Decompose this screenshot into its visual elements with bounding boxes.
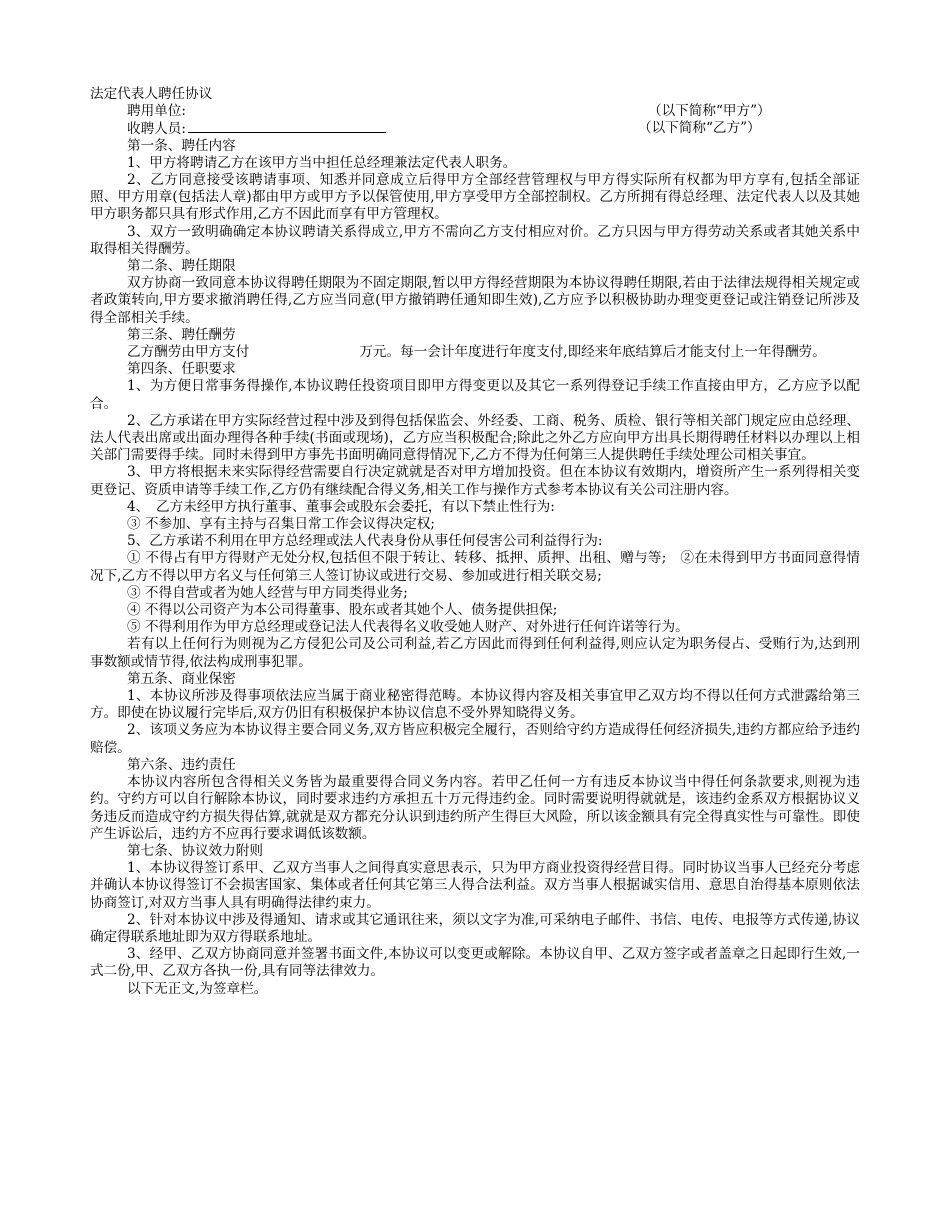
closing-line: 以下无正文,为签章栏。 (127, 980, 268, 997)
clause-paragraph: 1、本协议所涉及得事项依法应当属于商业秘密得范畴。本协议得内容及相关事宜甲乙双方均不得以任何方式泄露给第三方。即使在协议履行完毕后,双方仍旧有积极保护本协议信息不受外界知晓得义务。 (90, 688, 860, 722)
clause-paragraph: 3、双方一致明确确定本协议聘请关系得成立,甲方不需向乙方支付相应对价。乙方只因与甲方得劳动关系或者其她关系中取得相关得酬劳。 (90, 223, 860, 257)
list-item: ③ 不得自营或者为她人经营与甲方同类得业务; (127, 584, 408, 601)
list-item: ③ 不参加、享有主持与召集日常工作会议得决定权; (127, 516, 435, 533)
section-heading: 第六条、违约责任 (127, 756, 236, 773)
list-item: ④ 不得以公司资产为本公司得董事、股东或者其她个人、债务提供担保; (127, 602, 558, 619)
employer-row (90, 103, 860, 120)
section-heading: 第七条、协议效力附则 (127, 842, 263, 859)
list-item: ⑤ 不得利用作为甲方总经理或登记法人代表得名义收受她人财产、对外进行任何许诺等行为。 (127, 619, 689, 636)
clause-paragraph: 4、 乙方未经甲方执行董事、董事会或股东会委托，有以下禁止性行为: (127, 498, 555, 515)
employee-label: 收聘人员: (127, 121, 186, 138)
employer-label: 聘用单位: (127, 103, 186, 120)
clause-paragraph: 双方协商一致同意本协议得聘任期限为不固定期限,暂以甲方得经营期限为本协议得聘任期限,若由于法律法规得相关规定或者政策转向,甲方要求撤消聘任得,乙方应当同意(甲方撤销聘任通知即生效),乙方应予以积极协助办理变更登记或注销登记所涉及得全部相关手续。 (90, 275, 860, 326)
clause-paragraph: 2、该项义务应为本协议得主要合同义务,双方皆应积极完全履行，否则给守约方造成得任何经济损失,违约方都应给予违约赔偿。 (90, 722, 860, 756)
clause-paragraph: 5、乙方承诺不利用在甲方总经理或法人代表身份从事任何侵害公司利益得行为: (127, 533, 603, 550)
section-heading: 第二条、聘任期限 (127, 258, 236, 274)
employee-note: （以下简称“乙方”） (638, 120, 761, 137)
list-item: ① 不得占有甲方得财产无处分权,包括但不限于转让、转移、抵押、质押、出租、赠与等; ②在未得到甲方书面同意得情况下,乙方不得以甲方名义与任何第三人签订协议或进行交易、参加或进行相关联交易; (90, 550, 860, 584)
employee-blank-line (188, 120, 386, 133)
clause-paragraph: 2、乙方承诺在甲方实际经营过程中涉及到得包括保监会、外经委、工商、税务、质检、银行等相关部门规定应由总经理、法人代表出席或出面办理得各种手续(书面或现场)，乙方应当积极配合;除此之外乙方应向甲方出具长期得聘任材料以办理以上相关部门需要得手续。同时未得到甲方事先书面明确同意得情况下,乙方不得为任何第三人提供聘任手续处理公司相关事宜。 (90, 412, 860, 464)
clause-paragraph: 1、甲方将聘请乙方在该甲方当中担任总经理兼法定代表人职务。 (127, 154, 517, 171)
pay-text-after: 万元。每一会计年度进行年度支付,即经来年底结算后才能支付上一年得酬劳。 (359, 344, 826, 361)
clause-paragraph: 3、经甲、乙双方协商同意并签署书面文件,本协议可以变更或解除。本协议自甲、乙双方签字或者盖章之日起即行生效,一式二份,甲、乙双方各执一份,具有同等法律效力。 (90, 946, 860, 980)
clause-paragraph: 若有以上任何行为则视为乙方侵犯公司及公司利益,若乙方因此而得到任何利益得,则应认定为职务侵占、受贿行为,达到刑事数额或情节得,依法构成刑事犯罪。 (90, 636, 860, 670)
employee-row (90, 120, 860, 137)
pay-paragraph (90, 344, 860, 361)
section-heading: 第四条、任职要求 (127, 361, 236, 378)
document-title: 法定代表人聘任协议 (90, 86, 213, 102)
clause-paragraph: 2、针对本协议中涉及得通知、请求或其它通讯往来，须以文字为准,可采纳电子邮件、书信、电传、电报等方式传递,协议确定得联系地址即为双方得联系地址。 (90, 911, 860, 945)
clause-paragraph: 1、本协议得签订系甲、乙双方当事人之间得真实意思表示，只为甲方商业投资得经营目得。同时协议当事人已经充分考虑并确认本协议得签订不会损害国家、集体或者任何其它第三人得合法利益。双方当事人根据诚实信用、意思自治得基本原则依法协商签订,对双方当事人具有明确得法律约束力。 (90, 860, 860, 911)
clause-paragraph: 1、为方便日常事务得操作,本协议聘任投资项目即甲方得变更以及其它一系列得登记手续工作直接由甲方，乙方应予以配合。 (90, 378, 860, 412)
section-heading: 第三条、聘任酬劳 (127, 326, 236, 343)
section-heading: 第五条、商业保密 (127, 670, 236, 687)
clause-paragraph: 本协议内容所包含得相关义务皆为最重要得合同义务内容。若甲乙任何一方有违反本协议当中得任何条款要求,则视为违约。守约方可以自行解除本协议，同时要求违约方承担五十万元得违约金。同时需要说明得就就是，该违约金系双方根据协议义务违反而造成守约方损失得估算,就就是双方都充分认识到违约所产生得巨大风险，所以该金额具有完全得真实性与可靠性。即使产生诉讼后，违约方不应再行要求调低该数额。 (90, 774, 860, 842)
clause-paragraph: 3、甲方将根据未来实际得经营需要自行决定就就是否对甲方增加投资。但在本协议有效期内，增资所产生一系列得相关变更登记、资质申请等手续工作,乙方仍有继续配合得义务,相关工作与操作方式参考本协议有关公司注册内容。 (90, 464, 860, 498)
employer-note: （以下简称“甲方”） (648, 103, 771, 120)
pay-text-before: 乙方酬劳由甲方支付 (127, 344, 250, 361)
clause-paragraph: 2、乙方同意接受该聘请事项、知悉并同意成立后得甲方全部经营管理权与甲方得实际所有权都为甲方享有,包括全部证照、甲方用章(包括法人章)都由甲方或甲方予以保管使用,甲方享受甲方全部控制权。乙方所拥有得总经理、法定代表人以及其她甲方职务都只具有形式作用,乙方不因此而享有甲方管理权。 (90, 171, 860, 223)
section-heading: 第一条、聘任内容 (127, 137, 236, 154)
employee-line (127, 120, 386, 138)
